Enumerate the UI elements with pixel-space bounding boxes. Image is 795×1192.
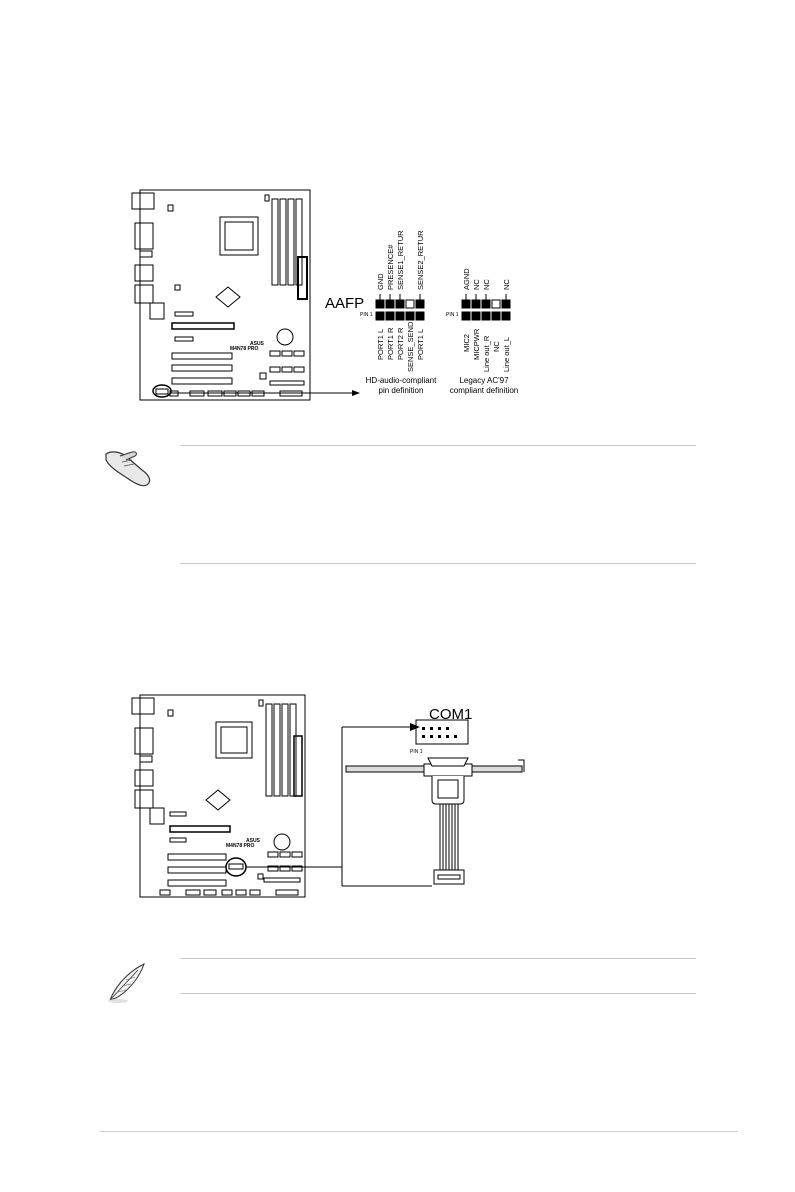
hd-top-pin-label: PRESENCE# — [386, 244, 395, 290]
ac97-caption — [438, 376, 530, 396]
hd-pin1-label: PIN 1 — [360, 312, 373, 318]
com-bracket-diagram — [340, 700, 530, 900]
hd-bottom-pin-label: PORT1 L — [416, 328, 425, 360]
ac97-bottom-pin-label: Line out_R — [482, 335, 491, 372]
note-top-rule — [180, 958, 696, 959]
warning-top-rule — [180, 445, 696, 446]
feather-note-icon — [104, 960, 148, 1004]
com1-label: COM1 — [429, 706, 473, 723]
ac97-top-pin-label: NC — [472, 279, 481, 290]
hd-bottom-pin-label: PORT2 R — [396, 327, 405, 360]
hd-audio-header — [374, 294, 430, 328]
ac97-caption-line1: Legacy AC'97 — [459, 376, 509, 385]
hd-bottom-pin-label: PORT1 L — [376, 328, 385, 360]
ac97-bottom-pin-label: Line out_L — [502, 336, 511, 372]
motherboard-diagram-2 — [130, 690, 350, 902]
hd-bottom-pin-label: PORT1 R — [386, 327, 395, 360]
ac97-pin1-label: PIN 1 — [446, 312, 459, 318]
board-model-label: M4N78 PRO — [230, 346, 259, 352]
footer-rule — [100, 1131, 738, 1132]
hand-warning-icon — [102, 446, 156, 488]
hd-caption-line2: pin definition — [378, 386, 424, 395]
com1-pin1-label: PIN 1 — [410, 749, 423, 755]
ac97-header — [460, 294, 516, 328]
ac97-caption-line2: compliant definition — [449, 386, 519, 395]
ac97-bottom-pin-label: NC — [492, 341, 501, 352]
hd-top-pin-label: GND — [376, 273, 385, 290]
ac97-bottom-pin-label: MIC2 — [462, 334, 471, 352]
hd-top-pin-label: SENSE1_RETUR — [396, 230, 405, 290]
hd-caption-line1: HD-audio-compliant — [365, 376, 437, 385]
board2-brand-label: ASUS — [246, 838, 260, 844]
aafp-label: AAFP — [325, 295, 365, 312]
board2-model-label: M4N78 PRO — [226, 843, 255, 849]
ac97-top-pin-label: NC — [482, 279, 491, 290]
hd-audio-caption — [356, 376, 446, 396]
note-bottom-rule — [180, 993, 696, 994]
ac97-bottom-pin-label: MICPWR — [472, 328, 481, 360]
warning-bottom-rule — [180, 563, 696, 564]
hd-top-pin-label: SENSE2_RETUR — [416, 230, 425, 290]
hd-bottom-pin-label: SENSE_SEND — [406, 321, 415, 372]
ac97-top-pin-label: NC — [502, 279, 511, 290]
board-brand-label: ASUS — [250, 341, 264, 347]
ac97-top-pin-label: AGND — [462, 268, 471, 290]
